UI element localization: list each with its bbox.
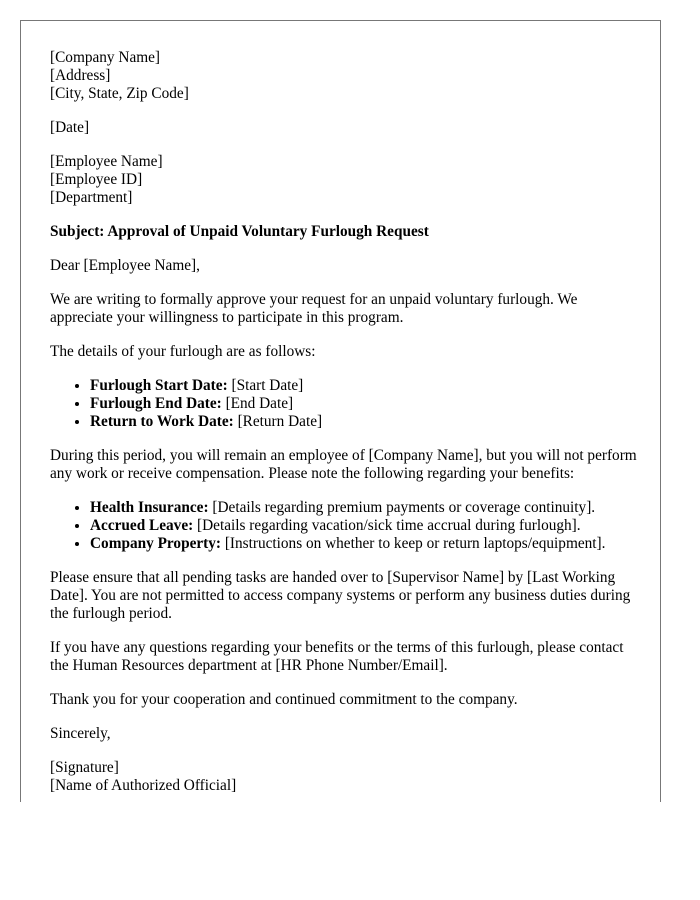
benefit-label: Company Property: <box>90 535 222 552</box>
salutation: Dear [Employee Name], <box>50 257 200 274</box>
sender-city-state-zip: [City, State, Zip Code] <box>50 85 189 102</box>
furlough-details-list <box>50 377 640 431</box>
thanks-paragraph: Thank you for your cooperation and continued commitment to the company. <box>50 691 518 708</box>
handover-paragraph: Please ensure that all pending tasks are handed over to [Supervisor Name] by [Last Working Date]. You are not permitted to access company systems or perform any business duties during the furlough period. <box>50 569 631 622</box>
benefit-value: [Instructions on whether to keep or return laptops/equipment]. <box>221 535 606 552</box>
during-period-paragraph: During this period, you will remain an employee of [Company Name], but you will not perform any work or receive compensation. Please note the following regarding your benefits: <box>50 447 637 482</box>
detail-value: [Return Date] <box>233 413 323 430</box>
letter-date: [Date] <box>50 119 90 136</box>
benefit-value: [Details regarding vacation/sick time accrual during furlough]. <box>193 517 581 534</box>
furlough-start-date-item <box>90 377 640 395</box>
letter-body <box>50 49 640 802</box>
signature: [Signature] <box>50 759 119 776</box>
detail-value: [End Date] <box>221 395 294 412</box>
recipient-employee-name: [Employee Name] <box>50 153 163 170</box>
sender-block <box>50 49 640 103</box>
furlough-end-date-item <box>90 395 640 413</box>
company-property-item <box>90 535 640 553</box>
letter-page <box>20 20 661 802</box>
detail-value: [Start Date] <box>227 377 304 394</box>
signer-name: [Name of Authorized Official] <box>50 777 237 794</box>
intro-paragraph: We are writing to formally approve your request for an unpaid voluntary furlough. We appreciate your willingness to participate in this program. <box>50 291 578 326</box>
recipient-block <box>50 153 640 207</box>
detail-label: Furlough Start Date: <box>90 377 228 394</box>
benefit-value: [Details regarding premium payments or coverage continuity]. <box>208 499 596 516</box>
detail-label: Furlough End Date: <box>90 395 222 412</box>
recipient-department: [Department] <box>50 189 133 206</box>
accrued-leave-item <box>90 517 640 535</box>
closing: Sincerely, <box>50 725 111 742</box>
details-intro-paragraph: The details of your furlough are as follows: <box>50 343 316 360</box>
letter-subject: Subject: Approval of Unpaid Voluntary Furlough Request <box>50 223 429 240</box>
recipient-employee-id: [Employee ID] <box>50 171 143 188</box>
detail-label: Return to Work Date: <box>90 413 234 430</box>
benefit-label: Health Insurance: <box>90 499 209 516</box>
questions-paragraph: If you have any questions regarding your benefits or the terms of this furlough, please contact the Human Resources department at [HR Phone Number/Email]. <box>50 639 624 674</box>
return-to-work-date-item <box>90 413 640 431</box>
health-insurance-item <box>90 499 640 517</box>
signature-block <box>50 759 640 795</box>
benefits-list <box>50 499 640 553</box>
sender-address: [Address] <box>50 67 111 84</box>
sender-company-name: [Company Name] <box>50 49 161 66</box>
benefit-label: Accrued Leave: <box>90 517 194 534</box>
